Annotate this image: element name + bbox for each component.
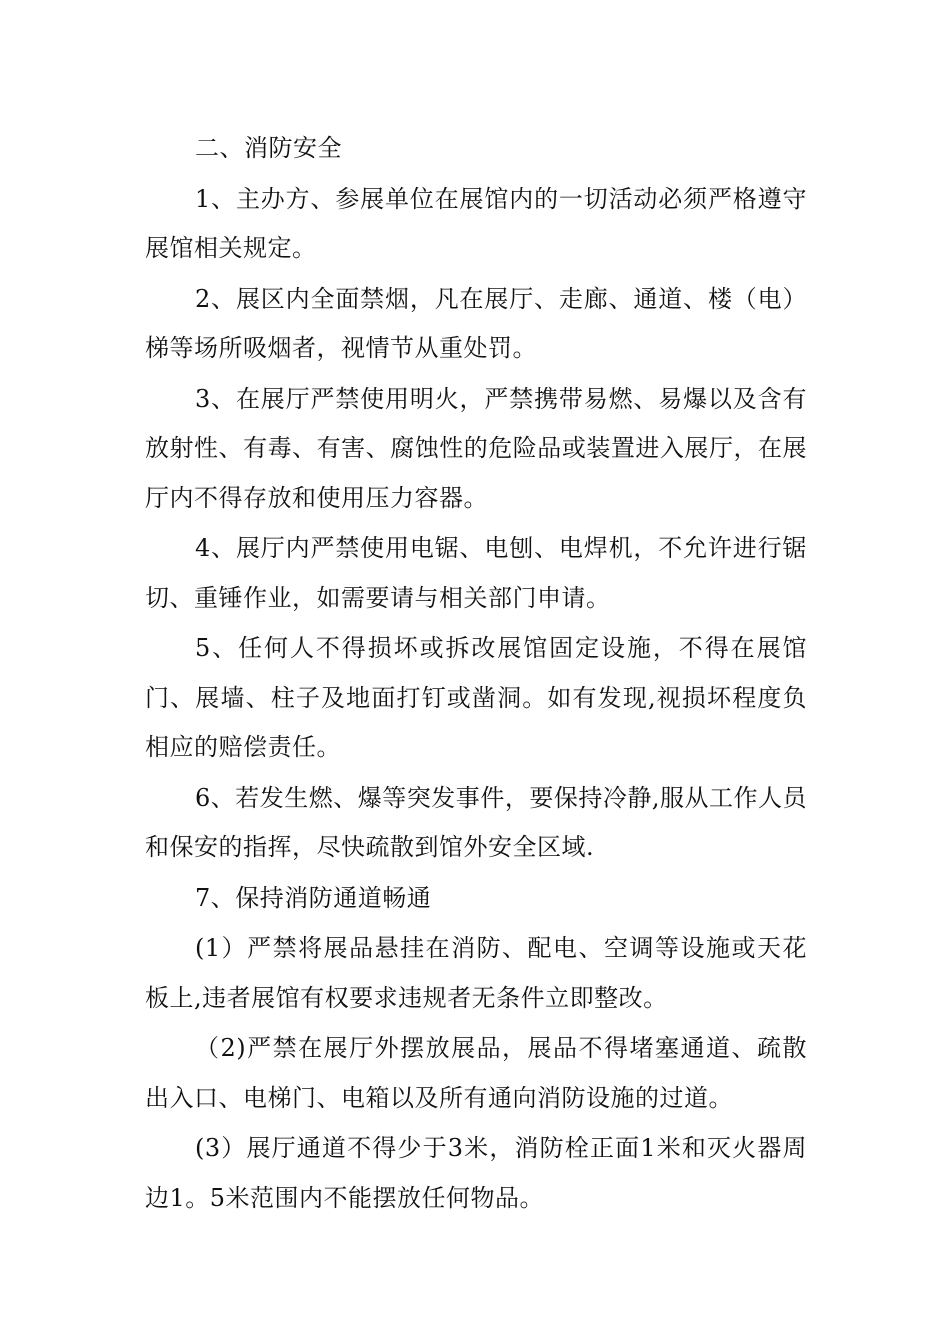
sub-item-2: （2)严禁在展厅外摆放展品，展品不得堵塞通道、疏散出入口、电梯门、电箱以及所有通向消防设施的过道。 (145, 1034, 807, 1112)
sub-item-1: (1）严禁将展品悬挂在消防、配电、空调等设施或天花板上,违者展馆有权要求违规者无条件立即整改。 (145, 934, 807, 1012)
sub-item-3: (3）展厅通道不得少于3米，消防栓正面1米和灭火器周边1。5米范围内不能摆放任何物品。 (145, 1134, 807, 1212)
paragraph-5: 5、任何人不得损坏或拆改展馆固定设施，不得在展馆门、展墙、柱子及地面打钉或凿洞。如有发现,视损坏程度负相应的赔偿责任。 (145, 634, 807, 761)
paragraph-3: 3、在展厅严禁使用明火，严禁携带易燃、易爆以及含有放射性、有毒、有害、腐蚀性的危险品或装置进入展厅，在展厅内不得存放和使用压力容器。 (145, 384, 807, 512)
section-heading: 二、消防安全 (195, 134, 342, 162)
paragraph-1: 1、主办方、参展单位在展馆内的一切活动必须严格遵守展馆相关规定。 (145, 184, 807, 262)
paragraph-7: 7、保持消防通道畅通 (195, 883, 432, 912)
document-body (145, 124, 807, 1224)
paragraph-6: 6、若发生燃、爆等突发事件，要保持冷静,服从工作人员和保安的指挥，尽快疏散到馆外安全区域. (145, 783, 807, 861)
paragraph-4: 4、展厅内严禁使用电锯、电刨、电焊机，不允许进行锯切、重锤作业，如需要请与相关部门申请。 (145, 534, 807, 612)
paragraph-2: 2、展区内全面禁烟，凡在展厅、走廊、通道、楼（电）梯等场所吸烟者，视情节从重处罚。 (145, 284, 807, 362)
